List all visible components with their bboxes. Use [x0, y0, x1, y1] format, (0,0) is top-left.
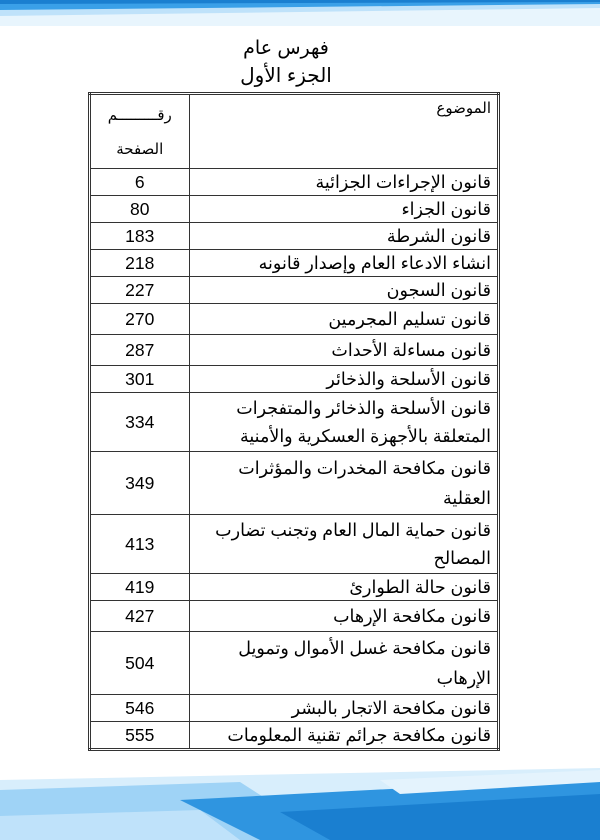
- row-subject: قانون تسليم المجرمين: [189, 304, 498, 335]
- row-page-number: 218: [90, 250, 190, 277]
- row-subject: قانون مكافحة الاتجار بالبشر: [189, 695, 498, 722]
- table-row: [90, 632, 499, 695]
- part-subtitle: الجزء الأول: [240, 65, 332, 87]
- row-subject: قانون مكافحة غسل الأموال وتمويل الإرهاب: [189, 632, 498, 695]
- row-subject: قانون الجزاء: [189, 196, 498, 223]
- row-page-number: 555: [90, 722, 190, 750]
- table-row: [90, 452, 499, 515]
- page-header-line2: الصفحة: [116, 141, 164, 158]
- row-page-number: 301: [90, 366, 190, 393]
- row-subject: قانون مساءلة الأحداث: [189, 335, 498, 366]
- table-row: [90, 335, 499, 366]
- row-page-number: 419: [90, 574, 190, 601]
- top-band-graphic: [0, 0, 600, 26]
- row-subject: قانون مكافحة جرائم تقنية المعلومات: [189, 722, 498, 750]
- row-subject: قانون الإجراءات الجزائية: [189, 169, 498, 196]
- table-row: [90, 601, 499, 632]
- table-row: [90, 196, 499, 223]
- row-page-number: 6: [90, 169, 190, 196]
- row-page-number: 546: [90, 695, 190, 722]
- row-subject: قانون السجون: [189, 277, 498, 304]
- row-page-number: 183: [90, 223, 190, 250]
- table-row: [90, 277, 499, 304]
- table-row: [90, 223, 499, 250]
- row-page-number: 270: [90, 304, 190, 335]
- row-subject: قانون حماية المال العام وتجنب تضارب المصالح: [189, 515, 498, 574]
- row-page-number: 80: [90, 196, 190, 223]
- table-row: [90, 366, 499, 393]
- table-row: [90, 515, 499, 574]
- row-subject: قانون مكافحة الإرهاب: [189, 601, 498, 632]
- row-subject: انشاء الادعاء العام وإصدار قانونه: [189, 250, 498, 277]
- row-page-number: 349: [90, 452, 190, 515]
- bottom-band-graphic: [0, 760, 600, 840]
- row-page-number: 227: [90, 277, 190, 304]
- index-title: فهرس عام: [243, 38, 329, 59]
- table-row: [90, 304, 499, 335]
- row-page-number: 413: [90, 515, 190, 574]
- index-table: [88, 92, 500, 751]
- bottom-decorative-band: [0, 760, 600, 840]
- row-page-number: 427: [90, 601, 190, 632]
- page-column-header: [90, 94, 190, 169]
- row-page-number: 287: [90, 335, 190, 366]
- top-decorative-band: [0, 0, 600, 26]
- table-row: [90, 169, 499, 196]
- row-page-number: 504: [90, 632, 190, 695]
- subject-column-header: الموضوع: [189, 94, 498, 169]
- table-row: [90, 393, 499, 452]
- row-subject: قانون الأسلحة والذخائر: [189, 366, 498, 393]
- row-subject: قانون الشرطة: [189, 223, 498, 250]
- table-row: [90, 722, 499, 750]
- table-header-row: [90, 94, 499, 169]
- page-header-line1: رقـــــــــم: [107, 107, 172, 124]
- row-page-number: 334: [90, 393, 190, 452]
- table-row: [90, 250, 499, 277]
- row-subject: قانون حالة الطوارئ: [189, 574, 498, 601]
- row-subject: قانون مكافحة المخدرات والمؤثرات العقلية: [189, 452, 498, 515]
- table-row: [90, 574, 499, 601]
- row-subject: قانون الأسلحة والذخائر والمتفجرات المتعلقة بالأجهزة العسكرية والأمنية: [189, 393, 498, 452]
- table-row: [90, 695, 499, 722]
